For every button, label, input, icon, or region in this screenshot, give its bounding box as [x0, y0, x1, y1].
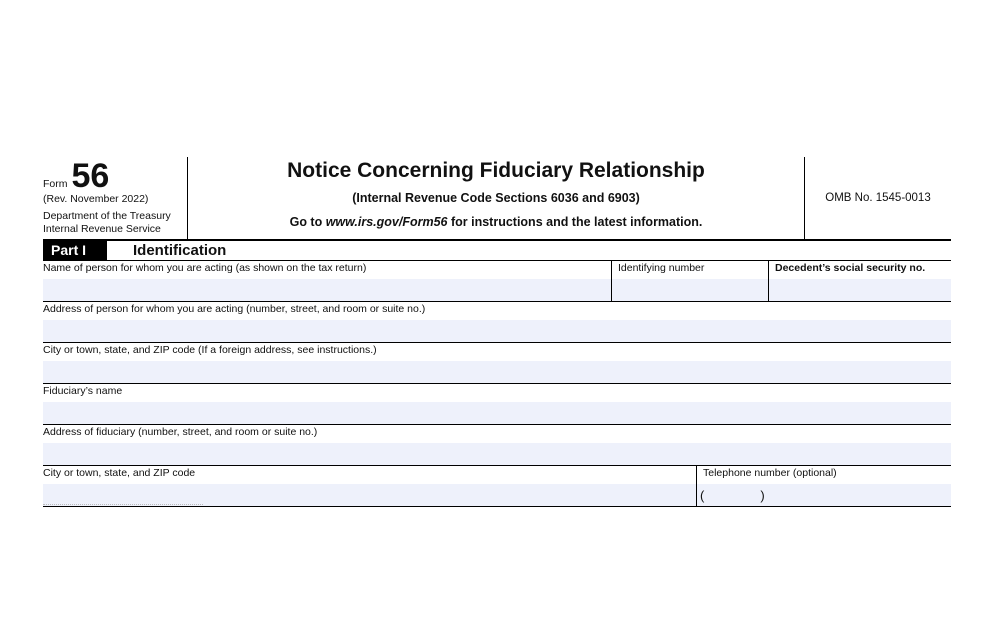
telephone-input[interactable]	[697, 484, 951, 506]
person-name-label: Name of person for whom you are acting (as shown on the tax return)	[43, 262, 367, 274]
fiduciary-name-cell	[43, 384, 951, 424]
fiduciary-address-cell	[43, 425, 951, 465]
form-56	[43, 157, 951, 507]
form-row	[43, 425, 951, 466]
person-name-input[interactable]	[43, 279, 611, 301]
decedent-ssn-label: Decedent’s social security no.	[775, 262, 926, 274]
fiduciary-name-input[interactable]	[43, 402, 951, 424]
person-address-label: Address of person for whom you are acting (number, street, and room or suite no.)	[43, 303, 426, 315]
identifying-number-input[interactable]	[612, 279, 768, 301]
fiduciary-city-input[interactable]	[43, 484, 696, 506]
decedent-ssn-input[interactable]	[769, 279, 951, 301]
form-row	[43, 261, 951, 302]
person-name-cell	[43, 261, 611, 301]
decedent-ssn-cell	[768, 261, 951, 301]
fiduciary-city-label: City or town, state, and ZIP code	[43, 467, 196, 479]
telephone-cell	[696, 466, 951, 506]
form-subtitle: (Internal Revenue Code Sections 6036 and 6903)	[352, 191, 640, 205]
form-row	[43, 384, 951, 425]
form-id-block	[43, 157, 188, 239]
department-name: Department of the Treasury	[43, 210, 171, 222]
title-block	[188, 157, 804, 239]
cropped-next-row	[43, 504, 203, 508]
omb-number: OMB No. 1545-0013	[804, 157, 951, 239]
instructions-line: Go to www.irs.gov/Form56 for instructions and the latest information.	[289, 215, 703, 229]
part-title: Identification	[133, 242, 227, 259]
person-address-cell	[43, 302, 951, 342]
person-city-cell	[43, 343, 951, 383]
area-code-close-paren: )	[760, 487, 765, 503]
form-number: 56	[71, 157, 110, 195]
form-header	[43, 157, 951, 241]
form-word: Form	[43, 178, 68, 190]
fiduciary-address-label: Address of fiduciary (number, street, and room or suite no.)	[43, 426, 318, 438]
part-tag: Part I	[43, 241, 107, 260]
irs-form56-link[interactable]: www.irs.gov/Form56	[325, 215, 448, 229]
revision-date: (Rev. November 2022)	[43, 193, 149, 205]
telephone-label: Telephone number (optional)	[703, 467, 837, 479]
person-city-label: City or town, state, and ZIP code (If a foreign address, see instructions.)	[43, 344, 377, 356]
part-header	[43, 241, 951, 261]
fiduciary-city-cell	[43, 466, 696, 506]
form-row	[43, 343, 951, 384]
area-code-open-paren: (	[700, 487, 705, 503]
form-row	[43, 466, 951, 507]
fiduciary-name-label: Fiduciary’s name	[43, 385, 123, 397]
identifying-number-label: Identifying number	[618, 262, 705, 274]
person-city-input[interactable]	[43, 361, 951, 383]
form-row	[43, 302, 951, 343]
form-title: Notice Concerning Fiduciary Relationship	[287, 159, 705, 182]
fiduciary-address-input[interactable]	[43, 443, 951, 465]
person-address-input[interactable]	[43, 320, 951, 342]
irs-name: Internal Revenue Service	[43, 223, 161, 235]
identifying-number-cell	[611, 261, 768, 301]
